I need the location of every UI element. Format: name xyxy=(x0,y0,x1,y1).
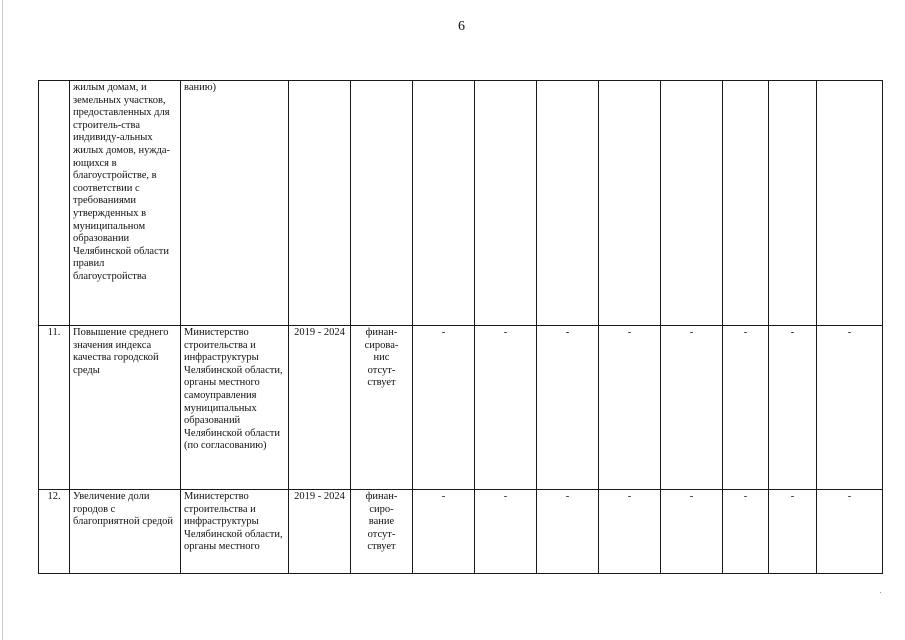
value-cell: - xyxy=(817,490,883,574)
value-cell: - xyxy=(537,490,599,574)
value-cell xyxy=(661,81,723,326)
value-cell: - xyxy=(599,490,661,574)
value-cell: - xyxy=(817,326,883,490)
executor-cell: Министерство строительства и инфраструктуры Челябинской области, органы местного xyxy=(181,490,289,574)
finance-cell xyxy=(351,490,413,574)
finance-text-line: сиро- xyxy=(369,503,394,515)
value-cell: - xyxy=(769,490,817,574)
finance-text-line: ствует xyxy=(367,377,396,389)
period-cell: 2019 - 2024 xyxy=(289,490,351,574)
value-cell: - xyxy=(723,326,769,490)
scan-speck xyxy=(880,592,881,593)
table-row-continuation xyxy=(39,81,883,326)
finance-cell xyxy=(351,326,413,490)
finance-text-line: финан- xyxy=(365,491,398,502)
value-cell xyxy=(769,81,817,326)
executor-cell: Министерство строительства и инфраструктуры Челябинской области, органы местного самоуправления муниципальных образований Челябинской области (по согласованию) xyxy=(181,326,289,490)
value-cell xyxy=(537,81,599,326)
value-cell xyxy=(817,81,883,326)
finance-cell xyxy=(351,81,413,326)
finance-text-line: ствует xyxy=(367,541,396,553)
row-number xyxy=(39,81,70,326)
finance-text-line: финан- xyxy=(365,327,398,338)
value-cell: - xyxy=(475,326,537,490)
finance-text-line: нис xyxy=(373,352,390,364)
finance-text-line: вание xyxy=(368,516,395,528)
table-row-11 xyxy=(39,326,883,490)
value-cell: - xyxy=(723,490,769,574)
page-number: 6 xyxy=(458,19,465,34)
finance-text-line: отсут- xyxy=(367,364,396,376)
value-cell: - xyxy=(475,490,537,574)
finance-text-line: отсут- xyxy=(367,528,396,540)
indicator-cell: Увеличение доли городов с благоприятной средой xyxy=(70,490,181,574)
period-cell: 2019 - 2024 xyxy=(289,326,351,490)
value-cell: - xyxy=(599,326,661,490)
executor-cell: ванию) xyxy=(181,81,289,326)
value-cell: - xyxy=(537,326,599,490)
table-row-12 xyxy=(39,490,883,574)
value-cell: - xyxy=(413,326,475,490)
value-cell: - xyxy=(661,326,723,490)
value-cell xyxy=(723,81,769,326)
value-cell: - xyxy=(769,326,817,490)
period-cell xyxy=(289,81,351,326)
indicator-cell: жилым домам, и земельных участков, предоставленных для строитель-ства индивиду-альных жилых домов, нужда-ющихся в благоустройстве, в соответствии с требованиями утвержденных в муниципальном образовании Челябинской области правил благоустройства xyxy=(70,81,181,326)
finance-text-line: сирова- xyxy=(364,339,399,351)
value-cell: - xyxy=(661,490,723,574)
value-cell xyxy=(475,81,537,326)
row-number: 12. xyxy=(39,490,70,574)
value-cell xyxy=(599,81,661,326)
value-cell xyxy=(413,81,475,326)
indicators-table xyxy=(38,80,883,574)
row-number: 11. xyxy=(39,326,70,490)
page-edge-line xyxy=(2,0,3,640)
value-cell: - xyxy=(413,490,475,574)
indicator-cell: Повышение среднего значения индекса качества городской среды xyxy=(70,326,181,490)
